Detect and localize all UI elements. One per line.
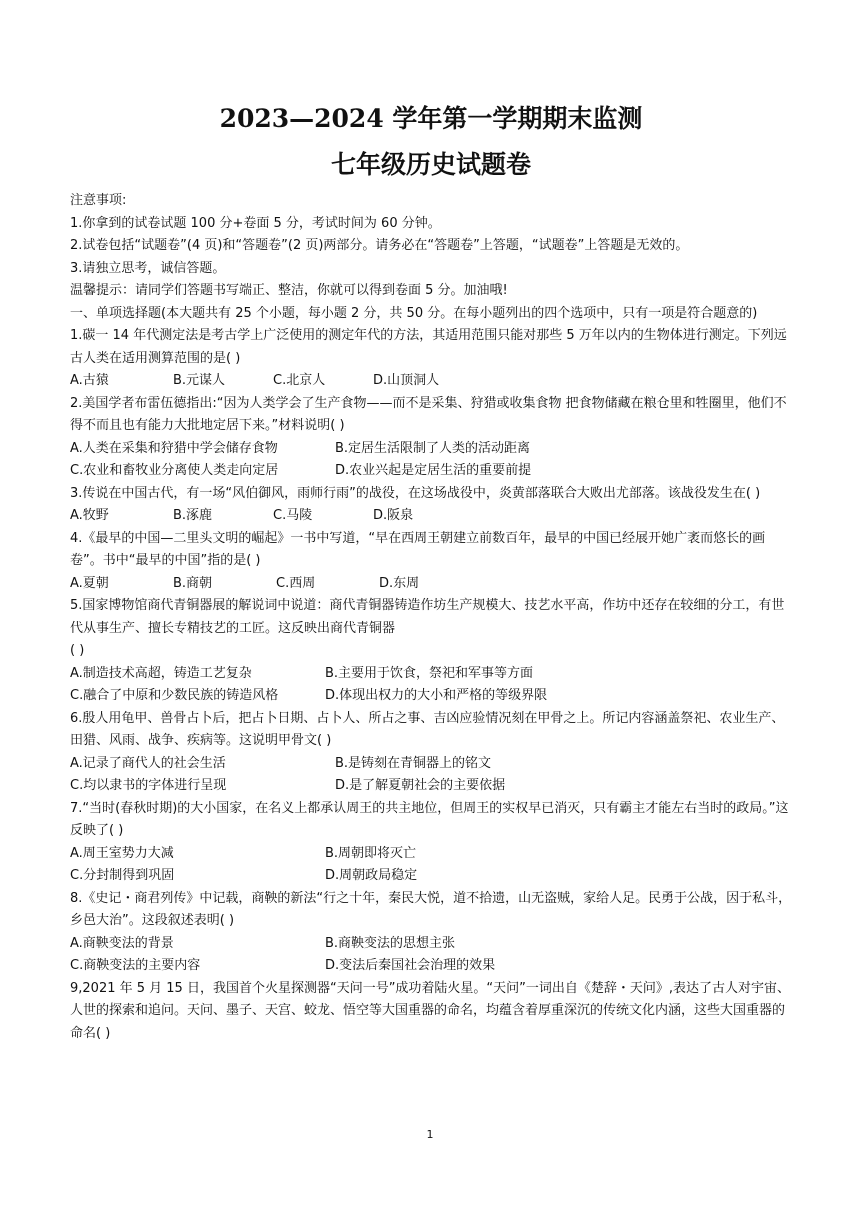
option-row (70, 753, 792, 776)
option-row (70, 438, 792, 461)
option-d: D.阪泉 (373, 508, 414, 523)
question-stem: 2.美国学者布雷伍德指出:“因为人类学会了生产食物——而不是采集、狩猎或收集食物 把食物储藏在粮仓里和牲圈里，他们不得不而且也有能力大批地定居下来。”材料说明( ) (70, 395, 787, 433)
option-d: D.是了解夏朝社会的主要依据 (335, 778, 506, 793)
option-a: A.古猿 (70, 373, 109, 388)
notes-heading: 注意事项: (70, 193, 127, 208)
option-a: A.人类在采集和狩猎中学会储存食物 (70, 440, 278, 456)
option-a: A.周王室势力大减 (70, 845, 174, 861)
page-number: 1 (426, 1128, 434, 1141)
note-item: 2.试卷包括“试题卷”(4 页)和“答题卷”(2 页)两部分。请务必在“答题卷”上答题，“试题卷”上答题是无效的。 (70, 238, 689, 253)
option-d: D.东周 (379, 575, 420, 591)
option-c: C.农业和畜牧业分离使人类走向定居 (70, 463, 279, 478)
option-d: D.变法后秦国社会治理的效果 (325, 958, 496, 973)
option-c: C.融合了中原和少数民族的铸造风格 (70, 688, 279, 703)
exam-subtitle: 七年级历史试题卷 (330, 150, 531, 179)
option-row (70, 370, 792, 393)
option-c: C.西周 (276, 575, 316, 591)
question-stem: 8.《史记・商君列传》中记载，商鞅的新法“行之十年，秦民大悦，道不拾遗，山无盗贼，家给人足。民勇于公战，因于私斗，乡邑大治”。这段叙述表明( ) (70, 890, 792, 928)
option-d: D.周朝政局稳定 (325, 868, 418, 883)
question-stem: 3.传说在中国古代，有一场“风伯御风，雨师行雨”的战役，在这场战役中，炎黄部落联合大败出尤部落。该战役发生在( ) (70, 485, 761, 501)
option-b: B.商朝 (173, 575, 213, 591)
option-d: D.体现出权力的大小和严格的等级界限 (325, 688, 548, 703)
question-stem: 7.“当时(春秋时期)的大小国家，在名义上都承认周王的共主地位，但周王的实权早已消灭，只有霸主才能左右当时的政局。”这反映了( ) (70, 800, 789, 838)
option-row (70, 933, 792, 956)
option-a: A.制造技术高超，铸造工艺复杂 (70, 665, 252, 681)
option-row (70, 573, 792, 596)
option-b: B.定居生活限制了人类的活动距离 (335, 440, 531, 456)
question-stem: 4.《最早的中国—二里头文明的崛起》一书中写道，“早在西周王朝建立前数百年，最早的中国已经展开她广袤而悠长的画卷”。书中“最早的中国”指的是( ) (70, 530, 766, 568)
option-d: D.山顶洞人 (373, 373, 440, 388)
answer-paren: ( ) (70, 643, 85, 658)
option-row (70, 955, 792, 978)
question-stem: 9,2021 年 5 月 15 日，我国首个火星探测器“天问一号”成功着陆火星。“天问”一词出自《楚辞・天问》,表达了古人对宇宙、人世的探索和追问。天问、墨子、天宫、蛟龙、悟空等大国重器的命名，均蕴含着厚重深沉的传统文化内涵，这些大国重器的命名( ) (70, 980, 791, 1041)
question-stem: 5.国家博物馆商代青铜器展的解说词中说道：商代青铜器铸造作坊生产规模大、技艺水平高，作坊中还存在较细的分工，有世代从事生产、擅长专精技艺的工匠。这反映出商代青铜器 (70, 598, 785, 636)
option-b: B.主要用于饮食，祭祀和军事等方面 (325, 665, 534, 681)
option-b: B.元谋人 (173, 373, 226, 388)
option-row (70, 663, 792, 686)
option-c: C.商鞅变法的主要内容 (70, 958, 201, 973)
option-c: C.北京人 (273, 373, 326, 388)
option-b: B.涿鹿 (173, 508, 213, 523)
option-row (70, 843, 792, 866)
exam-title: 2023—2024 学年第一学期期末监测 (219, 104, 643, 133)
option-b: B.周朝即将灭亡 (325, 845, 417, 861)
option-c: C.分封制得到巩固 (70, 868, 175, 883)
option-c: C.均以隶书的字体进行呈现 (70, 778, 227, 793)
section-heading: 一、单项选择题(本大题共有 25 个小题，每小题 2 分，共 50 分。在每小题列出的四个选项中，只有一项是符合题意的) (70, 305, 758, 321)
tip-text: 温馨提示：请同学们答题书写端正、整洁，你就可以得到卷面 5 分。加油哦! (70, 283, 508, 298)
option-a: A.记录了商代人的社会生活 (70, 755, 226, 771)
question-stem: 1.碳一 14 年代测定法是考古学上广泛使用的测定年代的方法，其适用范围只能对那些 5 万年以内的生物体进行测定。下列远古人类在适用测算范围的是( ) (70, 328, 787, 366)
option-c: C.马陵 (273, 508, 313, 523)
option-a: A.夏朝 (70, 575, 109, 591)
exam-page (70, 100, 792, 1045)
option-b: B.商鞅变法的思想主张 (325, 935, 456, 951)
option-row (70, 505, 792, 528)
option-a: A.商鞅变法的背景 (70, 935, 174, 951)
question-stem: 6.殷人用龟甲、兽骨占卜后，把占卜日期、占卜人、所占之事、吉凶应验情况刻在甲骨之上。所记内容涵盖祭祀、农业生产、田猎、风雨、战争、疾病等。这说明甲骨文( ) (70, 710, 785, 748)
note-item: 1.你拿到的试卷试题 100 分+卷面 5 分，考试时间为 60 分钟。 (70, 215, 441, 231)
option-row (70, 865, 792, 888)
option-d: D.农业兴起是定居生活的重要前提 (335, 463, 532, 478)
option-row (70, 775, 792, 798)
option-b: B.是铸刻在青铜器上的铭文 (335, 755, 492, 771)
note-item: 3.请独立思考，诚信答题。 (70, 260, 226, 276)
option-row (70, 685, 792, 708)
option-a: A.牧野 (70, 508, 109, 523)
option-row (70, 460, 792, 483)
